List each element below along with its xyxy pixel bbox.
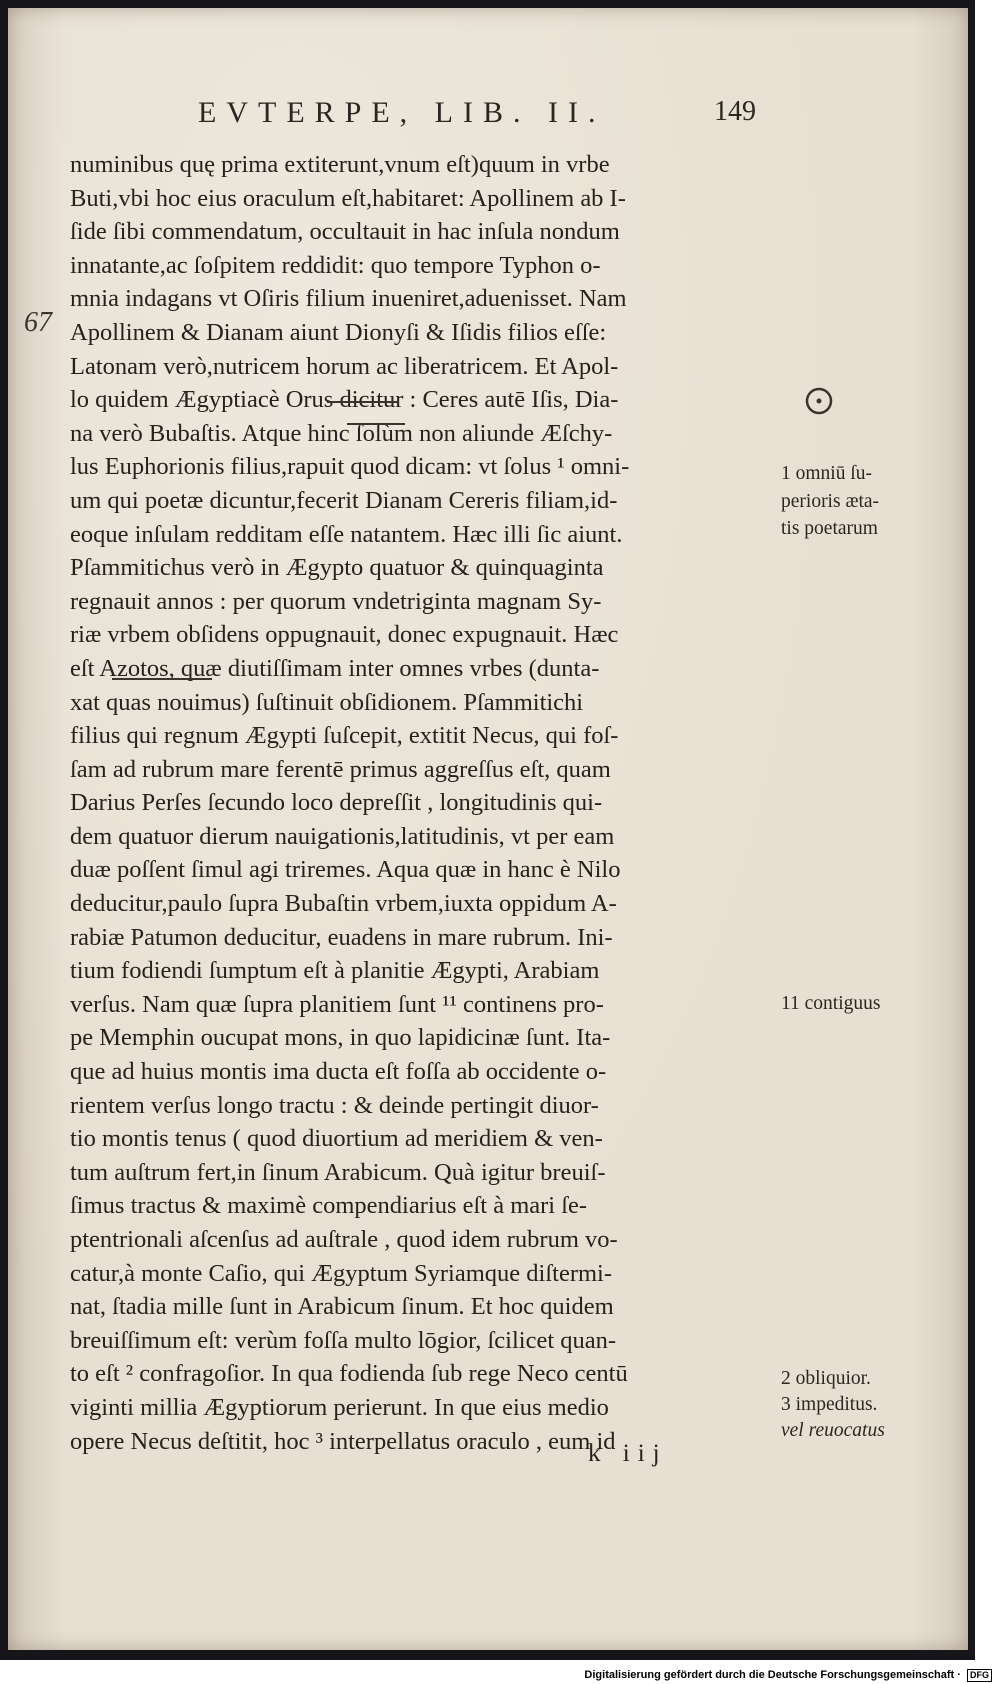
text-line: tium fodiendi ſumptum eſt à planitie Ægypti, Arabiam bbox=[70, 957, 600, 985]
text-line: breuiſſimum eſt: verùm foſſa multo lōgior, ſcilicet quan- bbox=[70, 1326, 617, 1354]
digitization-credit bbox=[584, 1669, 992, 1682]
text-line: Darius Perſes ſecundo loco depreſſit , longitudinis qui- bbox=[70, 789, 603, 817]
text-line: Latonam verò,nutricem horum ac liberatricem. Et Apol- bbox=[70, 352, 619, 380]
underline-atque-hinc bbox=[347, 423, 405, 425]
underline-orus bbox=[327, 401, 399, 403]
text-line: mnia indagans vt Oſiris filium inueniret,aduenisset. Nam bbox=[70, 285, 627, 313]
text-line: regnauit annos : per quorum vndetriginta magnam Sy- bbox=[70, 587, 602, 615]
text-line: duæ poſſent ſimul agi triremes. Aqua quæ in hanc è Nilo bbox=[70, 856, 621, 884]
credit-text: Digitalisierung gefördert durch die Deutsche Forschungsgemeinschaft · bbox=[584, 1669, 961, 1681]
running-title: EVTERPE, LIB. II. bbox=[198, 96, 606, 129]
text-line: eoque inſulam redditam eſſe natantem. Hæc illi ſic aiunt. bbox=[70, 520, 623, 548]
text-line: tio montis tenus ( quod diuortium ad meridiem & ven- bbox=[70, 1125, 603, 1153]
marginal-marker: 67 bbox=[24, 307, 52, 338]
margin-note-1c: tis poetarum bbox=[781, 518, 878, 539]
text-line: rabiæ Patumon deducitur, euadens in mare rubrum. Ini- bbox=[70, 923, 613, 951]
text-line: Apollinem & Dianam aiunt Dionyſi & Iſidis filios eſſe: bbox=[70, 318, 607, 346]
text-line: riæ vrbem obſidens oppugnauit, donec expugnauit. Hæc bbox=[70, 621, 619, 649]
text-line: Buti,vbi hoc eius oraculum eſt,habitaret: Apollinem ab I- bbox=[70, 184, 626, 212]
text-line: lus Euphorionis filius,rapuit quod dicam: vt ſolus ¹ omni- bbox=[70, 453, 630, 481]
signature-mark: k iij bbox=[588, 1440, 668, 1467]
text-line: numinibus quę prima extiterunt,vnum eſt)quum in vrbe bbox=[70, 151, 610, 178]
text-line: dem quatuor dierum nauigationis,latitudinis, vt per eam bbox=[70, 822, 615, 850]
text-line: eſt Azotos, quæ diutiſſimam inter omnes vrbes (dunta- bbox=[70, 654, 600, 682]
text-line: nat, ſtadia mille ſunt in Arabicum ſinum. Et hoc quidem bbox=[70, 1293, 614, 1321]
text-line: viginti millia Ægyptiorum perierunt. In que eius medio bbox=[70, 1393, 609, 1421]
text-line: verſus. Nam quæ ſupra planitiem ſunt ¹¹ continens pro- bbox=[70, 990, 604, 1018]
text-line: deducitur,paulo ſupra Bubaſtin vrbem,iuxta oppidum A- bbox=[70, 890, 617, 918]
margin-note-3: 3 impeditus. bbox=[781, 1394, 878, 1415]
text-line: ſam ad rubrum mare ferentē primus aggreſſus eſt, quam bbox=[70, 755, 611, 783]
text-line: opere Necus deſtitit, hoc ³ interpellatus oraculo , eum id bbox=[70, 1427, 616, 1455]
text-line: pe Memphin oucupat mons, in quo lapidicinæ ſunt. Ita- bbox=[70, 1024, 611, 1052]
underline-azotos bbox=[112, 678, 212, 680]
text-line: innatante,ac ſoſpitem reddidit: quo tempore Typhon o- bbox=[70, 251, 601, 279]
text-line: Pſammitichus verò in Ægypto quatuor & quinquaginta bbox=[70, 554, 604, 582]
margin-note-3b: vel reuocatus bbox=[781, 1420, 885, 1441]
margin-note-2: 2 obliquior. bbox=[781, 1368, 871, 1389]
text-line: que ad huius montis ima ducta eſt foſſa ab occidente o- bbox=[70, 1058, 607, 1086]
text-line: ſide ſibi commendatum, occultauit in hac inſula nondum bbox=[70, 218, 620, 246]
dfg-logo: DFG bbox=[967, 1669, 992, 1682]
text-line: rientem verſus longo tractu : & deinde pertingit diuor- bbox=[70, 1091, 599, 1119]
text-line: na verò Bubaſtis. Atque hinc ſolùm non aliunde Æſchy- bbox=[70, 419, 613, 447]
margin-note-1a: 1 omniū ſu- bbox=[781, 463, 872, 484]
body-text bbox=[70, 148, 770, 1458]
text-line: ptentrionali aſcenſus ad auſtrale , quod idem rubrum vo- bbox=[70, 1226, 618, 1253]
book-page bbox=[8, 8, 968, 1650]
text-line: filius qui regnum Ægypti ſuſcepit, extitit Necus, qui foſ- bbox=[70, 722, 619, 750]
margin-note-1b: perioris æta- bbox=[781, 491, 880, 512]
text-line: ſimus tractus & maximè compendiarius eſt à mari ſe- bbox=[70, 1192, 588, 1220]
text-line: tum auſtrum fert,in ſinum Arabicum. Quà igitur breuiſ- bbox=[70, 1158, 606, 1186]
text-line: xat quas nouimus) ſuſtinuit obſidionem. Pſammitichi bbox=[70, 688, 584, 716]
text-line: to eſt ² confragoſior. In qua fodienda ſub rege Neco centū bbox=[70, 1360, 628, 1388]
text-line: catur,à monte Caſio, qui Ægyptum Syriamque diſtermi- bbox=[70, 1259, 613, 1287]
margin-notes bbox=[781, 8, 981, 1650]
text-line: um qui poetæ dicuntur,fecerit Dianam Cereris filiam,id- bbox=[70, 486, 618, 514]
page-number: 149 bbox=[714, 96, 756, 127]
margin-note-11: 11 contiguus bbox=[781, 993, 881, 1014]
text-line: lo quidem Ægyptiacè Orus dicitur : Ceres autē Iſis, Dia- bbox=[70, 386, 619, 414]
